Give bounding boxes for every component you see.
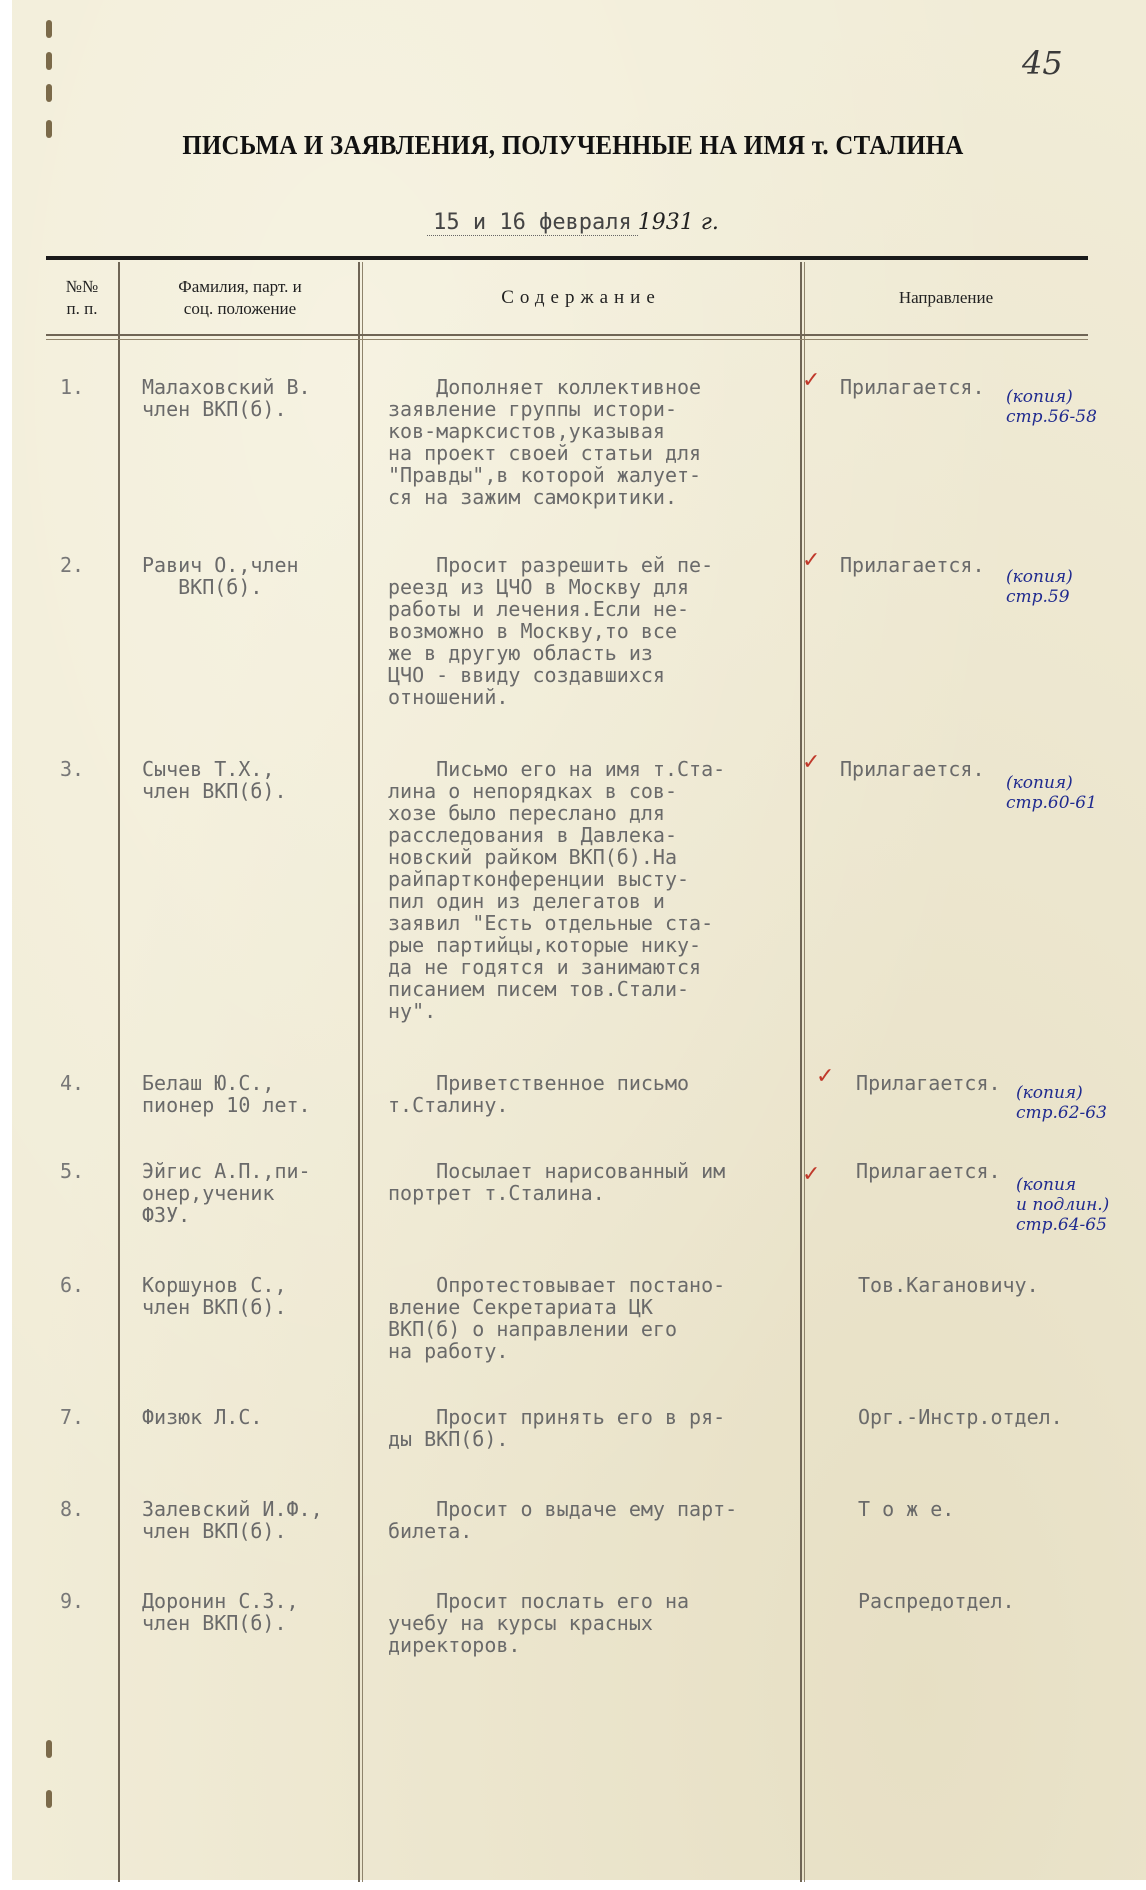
binding-hole [46,84,52,102]
page-number: 45 [1022,44,1063,82]
row-number: 2. [60,553,85,577]
row-content: Письмо его на имя т.Ста- лина о непорядках в сов- хозе было переслано для расследования в Давлека- новский райком ВКП(б).На райпартконференции высту- пил один из делегатов и заявил "Есть отдельные ста- рые партийцы,которые нику- да не годятся и занимаются писанием писем тов.Стали- ну". [388,757,726,1023]
binding-hole [46,52,52,70]
row-number: 4. [60,1071,85,1095]
row-direction: Прилагается. [844,1071,1001,1095]
check-mark-icon: ✓ [802,548,821,573]
row-content: Просит разрешить ей пе- реезд из ЦЧО в Москву для работы и лечения.Если не- возможно в Москву,то все же в другую область из ЦЧО - ввиду создавшихся отношений. [388,553,714,709]
row-name: Малаховский В. член ВКП(б). [142,375,311,421]
row-handwritten-note: (копия) стр.56-58 [1006,387,1097,427]
row-direction: Орг.-Инстр.отдел. [858,1405,1063,1429]
document-date [0,210,1146,235]
date-typed: 15 и 16 февраля [427,210,638,236]
letters-table [46,262,1110,1882]
check-mark-icon: ✓ [802,750,821,775]
header-rule [46,334,1088,336]
row-number: 3. [60,757,85,781]
row-direction: Прилагается. [844,1159,1001,1183]
row-number: 5. [60,1159,85,1183]
date-year: 1931 г. [637,210,719,235]
check-mark-icon: ✓ [802,368,821,393]
row-name: Равич О.,член ВКП(б). [142,553,299,599]
row-content: Просит послать его на учебу на курсы красных директоров. [388,1589,690,1657]
row-handwritten-note: (копия) стр.62-63 [1016,1083,1107,1123]
row-direction: Тов.Кагановичу. [858,1273,1039,1297]
row-direction: Прилагается. [840,553,985,577]
check-mark-icon: ✓ [816,1064,835,1089]
row-number: 8. [60,1497,85,1521]
row-content: Дополняет коллективное заявление группы истори- ков-марксистов,указывая на проект своей статьи для "Правды",в которой жалует- ся на зажим самокритики. [388,375,702,509]
row-name: Эйгис А.П.,пи- онер,ученик ФЗУ. [142,1159,311,1227]
header-num: №№ п. п. [65,277,99,318]
row-handwritten-note: (копия) стр.60-61 [1006,773,1097,813]
row-direction: Прилагается. [840,757,985,781]
row-name: Физюк Л.С. [142,1405,263,1429]
row-handwritten-note: (копия и подлин.) стр.64-65 [1016,1175,1110,1235]
row-handwritten-note: (копия) стр.59 [1006,567,1073,607]
column-divider [800,262,802,1882]
row-content: Просит о выдаче ему парт- билета. [388,1497,738,1543]
row-direction: Прилагается. [840,375,985,399]
row-number: 6. [60,1273,85,1297]
row-name: Белаш Ю.С., пионер 10 лет. [142,1071,311,1117]
binding-hole [46,20,52,38]
column-divider [118,262,120,1882]
row-name: Коршунов С., член ВКП(б). [142,1273,287,1319]
row-number: 7. [60,1405,85,1429]
row-number: 1. [60,375,85,399]
column-divider [358,262,360,1882]
row-content: Приветственное письмо т.Сталину. [388,1071,690,1117]
document-title: ПИСЬМА И ЗАЯВЛЕНИЯ, ПОЛУЧЕННЫЕ НА ИМЯ т. СТАЛИНА [182,130,964,160]
header-direction: Направление [898,288,994,307]
row-content: Просит принять его в ря- ды ВКП(б). [388,1405,726,1451]
header-content: Содержание [501,287,661,308]
row-direction: Распредотдел. [858,1589,1015,1613]
row-content: Посылает нарисованный им портрет т.Сталина. [388,1159,726,1205]
header-name: Фамилия, парт. и соц. положение [178,277,302,318]
row-name: Доронин С.З., член ВКП(б). [142,1589,299,1635]
row-direction: Т о ж е. [858,1497,955,1521]
row-number: 9. [60,1589,85,1613]
row-content: Опротестовывает постано- вление Секретариата ЦК ВКП(б) о направлении его на работу. [388,1273,726,1363]
row-name: Сычев Т.Х., член ВКП(б). [142,757,287,803]
table-top-rule [46,256,1088,260]
row-name: Залевский И.Ф., член ВКП(б). [142,1497,323,1543]
check-mark-icon: ✓ [802,1162,821,1187]
